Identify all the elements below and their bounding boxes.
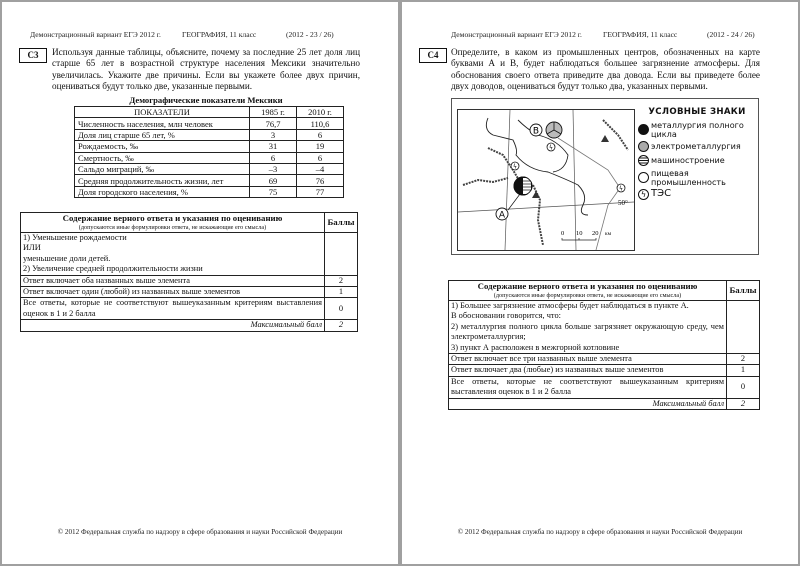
- legend-label: электрометаллургия: [651, 141, 741, 152]
- criteria-text: Ответ включает оба названных выше элемента: [21, 275, 325, 286]
- header-cell: ПОКАЗАТЕЛИ: [75, 107, 250, 118]
- svg-text:ϟ: ϟ: [513, 163, 517, 171]
- criteria-row: [449, 365, 760, 376]
- white-circle-icon: [638, 172, 649, 183]
- page-23: [2, 2, 398, 564]
- svg-text:A: A: [498, 210, 506, 221]
- scoring-header-row: [449, 281, 760, 301]
- answer-line: уменьшение доли детей.: [23, 253, 111, 263]
- criteria-text: Ответ включает все три названных выше элемента: [449, 354, 727, 365]
- question-text: Используя данные таблицы, объясните, почему за последние 25 лет доля лиц старше 65 лет в возрастной структуре населения Мексики значительно увеличилась. Укажите две причины. Если вы укажете более двух причин, оцениваться будут только две, указанные первыми.: [52, 47, 360, 91]
- svg-text:0: 0: [561, 230, 565, 237]
- table-cell: 31: [250, 141, 297, 152]
- criteria-points: 0: [727, 376, 760, 398]
- answer-line: 1) Уменьшение рождаемости: [23, 233, 127, 242]
- criteria-points: 0: [325, 298, 358, 320]
- running-head-exam: Демонстрационный вариант ЕГЭ 2012 г.: [451, 30, 582, 39]
- svg-text:км: км: [605, 231, 612, 237]
- legend-item: [638, 121, 756, 138]
- table-header-row: [75, 107, 344, 118]
- criteria-points: 1: [727, 365, 760, 376]
- max-score-label: Максимальный балл: [21, 320, 325, 331]
- table-row: [75, 129, 344, 140]
- answer-points: [325, 233, 358, 276]
- running-head-exam: Демонстрационный вариант ЕГЭ 2012 г.: [30, 30, 161, 39]
- table-row: [75, 186, 344, 197]
- table-cell: Рождаемость, ‰: [75, 141, 250, 152]
- legend-title: УСЛОВНЫЕ ЗНАКИ: [648, 107, 746, 117]
- answer-line: В обосновании говорится, что:: [451, 311, 561, 321]
- question-text: Определите, в каком из промышленных центров, обозначенных на карте буквами А и В, будет наблюдаться большее загрязнение атмосферы. Для обоснования своего ответа приведите два довода. Если вы приведете более двух доводов, оцениваться будут только два, указанных первыми.: [451, 47, 760, 91]
- points-header: Баллы: [727, 281, 760, 301]
- answer-row: [21, 233, 358, 276]
- table-cell: Средняя продолжительность жизни, лет: [75, 175, 250, 186]
- map-legend: [638, 107, 756, 203]
- svg-text:20: 20: [592, 230, 599, 237]
- answer-row: [449, 301, 760, 354]
- table-cell: Доля лиц старше 65 лет, %: [75, 129, 250, 140]
- map-figure: [451, 98, 759, 255]
- legend-item: [638, 169, 756, 186]
- points-header: Баллы: [325, 213, 358, 233]
- scoring-header: [21, 213, 325, 233]
- criteria-text: Все ответы, которые не соответствуют вышеуказанным критериям выставления оценок в 1 и 2 балла: [21, 298, 325, 320]
- lightning-icon: ϟ: [638, 189, 649, 200]
- criteria-row: [21, 275, 358, 286]
- table-cell: 69: [250, 175, 297, 186]
- table-row: [75, 152, 344, 163]
- answer-content: [449, 301, 727, 354]
- page-24: [402, 2, 798, 564]
- table-cell: 6: [297, 129, 344, 140]
- demographics-table: [74, 106, 344, 198]
- criteria-row: [449, 376, 760, 398]
- striped-circle-icon: [638, 155, 649, 166]
- table-cell: –3: [250, 163, 297, 174]
- page-footer: © 2012 Федеральная служба по надзору в сфере образования и науки Российской Федерации: [457, 528, 743, 536]
- running-head-subject: ГЕОГРАФИЯ, 11 класс: [182, 30, 257, 39]
- scoring-header-title: Содержание верного ответа и указания по оцениванию: [62, 213, 283, 223]
- table-cell: 6: [297, 152, 344, 163]
- answer-content: [21, 233, 325, 276]
- table-cell: 19: [297, 141, 344, 152]
- scoring-table: [448, 280, 760, 410]
- legend-label: машиностроение: [651, 155, 725, 166]
- legend-item: [638, 141, 756, 152]
- table-row: [75, 163, 344, 174]
- answer-line: 1) Большее загрязнение атмосферы будет наблюдаться в пункте А.: [451, 301, 689, 310]
- gray-circle-icon: [638, 141, 649, 152]
- table-cell: Доля городского населения, %: [75, 186, 250, 197]
- latitude-label: 50°: [618, 199, 628, 207]
- table-cell: 6: [250, 152, 297, 163]
- svg-text:ϟ: ϟ: [619, 185, 623, 193]
- table-cell: 3: [250, 129, 297, 140]
- question-label: C4: [419, 48, 447, 63]
- svg-text:10: 10: [576, 230, 583, 237]
- max-score-row: [449, 398, 760, 409]
- table-row: [75, 118, 344, 129]
- header-cell: 2010 г.: [297, 107, 344, 118]
- answer-line: 2) Увеличение средней продолжительности жизни: [23, 264, 203, 274]
- legend-label: пищевая промышленность: [651, 168, 726, 187]
- svg-text:ϟ: ϟ: [549, 144, 553, 152]
- legend-item: [638, 155, 756, 166]
- black-circle-icon: [638, 124, 649, 135]
- scoring-header-note: (допускаются иные формулировки ответа, не искажающие его смысла): [493, 292, 682, 299]
- table-caption: Демографические показатели Мексики: [129, 95, 283, 105]
- map-drawing: [458, 110, 634, 250]
- max-score-label: Максимальный балл: [449, 398, 727, 409]
- svg-text:B: B: [532, 126, 540, 137]
- running-head-page: (2012 - 23 / 26): [286, 30, 334, 39]
- table-cell: 110,6: [297, 118, 344, 129]
- criteria-points: 1: [325, 287, 358, 298]
- table-cell: Сальдо миграций, ‰: [75, 163, 250, 174]
- answer-line: ИЛИ: [23, 243, 41, 253]
- table-row: [75, 175, 344, 186]
- table-cell: 76,7: [250, 118, 297, 129]
- running-head-page: (2012 - 24 / 26): [707, 30, 755, 39]
- legend-label: ТЭС: [651, 188, 672, 200]
- legend-item: [638, 189, 756, 200]
- scoring-header-note: (допускаются иные формулировки ответа, не искажающие его смысла): [78, 224, 267, 231]
- page-footer: © 2012 Федеральная служба по надзору в сфере образования и науки Российской Федерации: [57, 528, 343, 536]
- criteria-points: 2: [325, 275, 358, 286]
- scoring-header: [449, 281, 727, 301]
- scoring-header-row: [21, 213, 358, 233]
- table-cell: Численность населения, млн человек: [75, 118, 250, 129]
- table-cell: 77: [297, 186, 344, 197]
- criteria-row: [449, 354, 760, 365]
- question-label: C3: [19, 48, 47, 63]
- criteria-text: Ответ включает два (любые) из названных выше элементов: [449, 365, 727, 376]
- map: [457, 109, 635, 251]
- scoring-table: [20, 212, 358, 332]
- answer-points: [727, 301, 760, 354]
- table-cell: –4: [297, 163, 344, 174]
- table-cell: Смертность, ‰: [75, 152, 250, 163]
- criteria-text: Все ответы, которые не соответствуют вышеуказанным критериям выставления оценок в 1 и 2 балла: [449, 376, 727, 398]
- criteria-text: Ответ включает один (любой) из названных выше элементов: [21, 287, 325, 298]
- table-cell: 76: [297, 175, 344, 186]
- max-score-value: 2: [325, 320, 358, 331]
- header-cell: 1985 г.: [250, 107, 297, 118]
- answer-line: 2) металлургия полного цикла больше загрязняет окружающую среду, чем электрометаллургия;: [451, 321, 724, 342]
- max-score-value: 2: [727, 398, 760, 409]
- answer-line: 3) пункт А расположен в межгорной котловине: [451, 342, 620, 352]
- table-cell: 75: [250, 186, 297, 197]
- running-head-subject: ГЕОГРАФИЯ, 11 класс: [603, 30, 678, 39]
- table-row: [75, 141, 344, 152]
- criteria-row: [21, 287, 358, 298]
- max-score-row: [21, 320, 358, 331]
- scoring-header-title: Содержание верного ответа и указания по оцениванию: [477, 281, 698, 291]
- criteria-row: [21, 298, 358, 320]
- legend-label: металлургия полного цикла: [651, 120, 744, 139]
- criteria-points: 2: [727, 354, 760, 365]
